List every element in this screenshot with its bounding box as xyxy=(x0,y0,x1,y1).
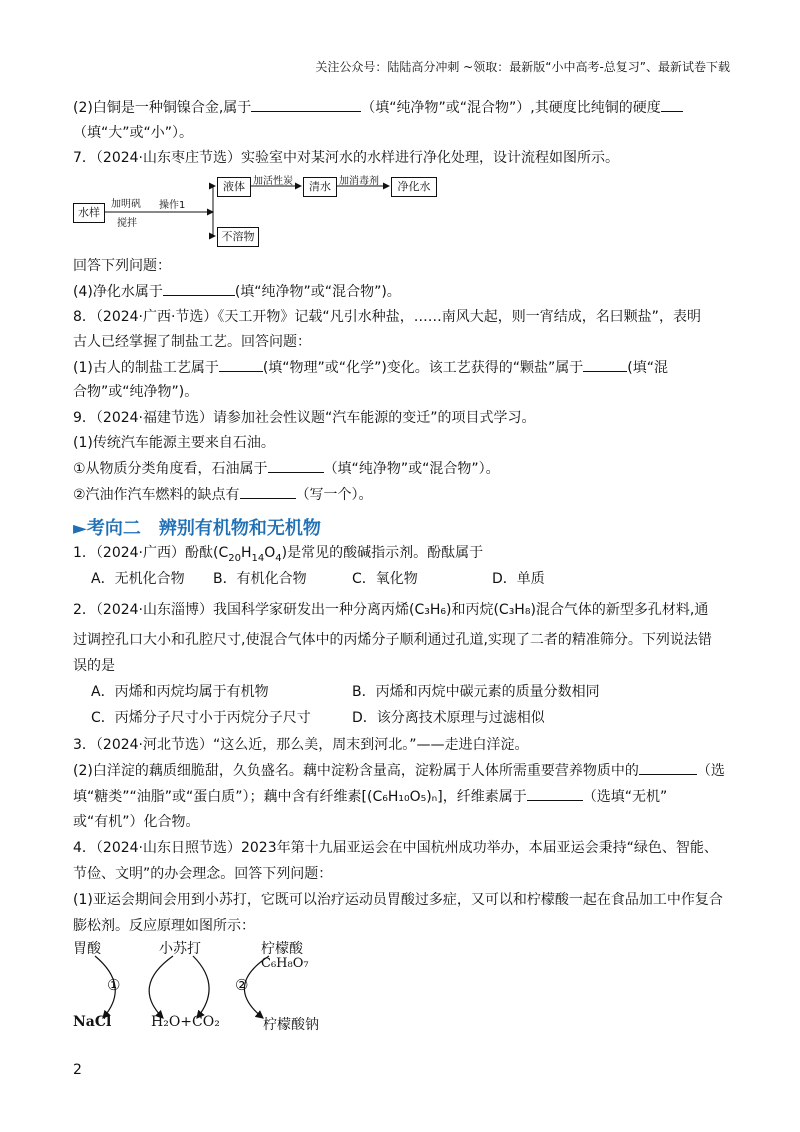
q-a2-text-post: （填“纯净物”或“混合物”）,其硬度比纯铜的硬度 xyxy=(361,100,661,116)
q8-1: (1)古人的制盐工艺属于 (填“物理”或“化学”)变化。该工艺获得的“颗盐”属于 (填“混 xyxy=(73,357,668,378)
reaction-citrate: 柠檬酸钠 xyxy=(263,1017,319,1033)
b2-option-d[interactable]: D．该分离技术原理与过滤相似 xyxy=(352,710,545,726)
q9-1b: ②汽油作汽车燃料的缺点有 （写一个）。 xyxy=(73,484,373,505)
reaction-acid: 胃酸 xyxy=(73,941,101,957)
section-title: ►考向二 辨别有机物和无机物 xyxy=(73,518,321,539)
q9-1a: ①从物质分类角度看，石油属于 （填“纯净物”或“混合物”）。 xyxy=(73,458,500,479)
b1-option-a[interactable]: A．无机化合物 xyxy=(91,571,185,587)
reaction-citric-formula: C₆H₈O₇ xyxy=(261,956,309,971)
flow-label-op1: 操作1 xyxy=(159,200,186,211)
b2-line3: 误的是 xyxy=(73,658,115,674)
flow-box-insoluble: 不溶物 xyxy=(217,227,259,247)
flow-label-stir: 搅拌 xyxy=(117,218,137,229)
b2-line2: 过调控孔口大小和孔腔尺寸,使混合气体中的丙烯分子顺利通过孔道,实现了二者的精准筛分。下列说法错 xyxy=(73,632,712,648)
q8-1-line2: 合物”或“纯净物”)。 xyxy=(73,384,199,400)
b1-option-c[interactable]: C．氧化物 xyxy=(352,571,418,587)
reaction-soda: 小苏打 xyxy=(159,941,201,957)
reaction-nacl: NaCl xyxy=(73,1014,112,1030)
b1-option-b[interactable]: B．有机化合物 xyxy=(213,571,307,587)
b4-line2: 节俭、文明”的办会理念。回答下列问题： xyxy=(73,866,333,882)
b3-2-line1: (2)白洋淀的藕质细脆甜，久负盛名。藕中淀粉含量高，淀粉属于人体所需重要营养物质中的 （选 xyxy=(73,760,725,781)
b3-2-line3: 或“有机”）化合物。 xyxy=(73,814,200,830)
q8-line1: 8．（2024·广西·节选）《天工开物》记载“凡引水种盐，……南风大起，则一宵结成，名曰颗盐”，表明 xyxy=(73,309,701,325)
answer-blank[interactable] xyxy=(583,357,627,372)
flow-label-carbon: 加活性炭 xyxy=(253,176,293,187)
answer-blank[interactable] xyxy=(527,786,583,801)
q8-line2: 古人已经掌握了制盐工艺。回答问题： xyxy=(73,334,311,350)
reaction-diagram xyxy=(73,938,363,1034)
reaction-step2: ② xyxy=(235,976,249,994)
b4-1-line1: (1)亚运会期间会用到小苏打，它既可以治疗运动员胃酸过多症，又可以和柠檬酸一起在食品加工中作复合 xyxy=(73,892,723,908)
question-a2-line1 xyxy=(73,97,683,118)
flow-box-liquid: 液体 xyxy=(217,177,251,197)
flow-label-alum: 加明矾 xyxy=(111,199,141,210)
b2-option-a[interactable]: A．丙烯和丙烷均属于有机物 xyxy=(91,684,269,700)
flow-box-sample: 水样 xyxy=(73,203,105,223)
page-header: 关注公众号：陆陆高分冲刺 ~领取：最新版“小中高考-总复习”、最新试卷下载 xyxy=(315,60,730,74)
b1-option-d[interactable]: D．单质 xyxy=(492,571,545,587)
answer-blank[interactable] xyxy=(268,458,324,473)
flow-box-clear-water: 清水 xyxy=(303,177,337,197)
reaction-step1: ① xyxy=(107,976,121,994)
q9-stem: 9．（2024·福建节选）请参加社会性议题“汽车能源的变迁”的项目式学习。 xyxy=(73,410,536,426)
page-number: 2 xyxy=(73,1062,82,1078)
b4-line1: 4．（2024·山东日照节选）2023年第十九届亚运会在中国杭州成功举办，本届亚运会秉持“绿色、智能、 xyxy=(73,840,718,856)
reaction-products: H₂O+CO₂ xyxy=(151,1014,220,1030)
answer-blank[interactable] xyxy=(661,97,683,112)
answer-blank[interactable] xyxy=(240,484,296,499)
q9-1: (1)传统汽车能源主要来自石油。 xyxy=(73,435,275,451)
q-a2-text-pre: (2)白铜是一种铜镍合金,属于 xyxy=(73,100,252,116)
b2-line1: 2．（2024·山东淄博）我国科学家研发出一种分离丙烯(C₃H₆)和丙烷(C₃H₈)混合气体的新型多孔材料,通 xyxy=(73,602,709,618)
b2-option-c[interactable]: C．丙烯分子尺寸小于丙烷分子尺寸 xyxy=(91,710,311,726)
b4-1-line2: 膨松剂。反应原理如图所示： xyxy=(73,918,255,934)
b3-2-line2: 填“糖类”“油脂”或“蛋白质”）；藕中含有纤维素[(C₆H₁₀O₅)ₙ]，纤维素属于 （选填“无机” xyxy=(73,786,667,807)
answer-blank[interactable] xyxy=(163,281,235,296)
flow-label-disinfect: 加消毒剂 xyxy=(339,176,379,187)
q7-prompt: 回答下列问题： xyxy=(73,258,171,274)
reaction-citric: 柠檬酸 xyxy=(261,941,303,957)
q7-4: (4)净化水属于 (填“纯净物”或“混合物”)。 xyxy=(73,281,401,302)
question-a2-line2: （填“大”或“小”）。 xyxy=(73,125,194,141)
question-7-stem: 7．（2024·山东枣庄节选）实验室中对某河水的水样进行净化处理，设计流程如图所示。 xyxy=(73,150,619,166)
b2-option-b[interactable]: B．丙烯和丙烷中碳元素的质量分数相同 xyxy=(352,684,600,700)
b1-stem: 1．（2024·广西）酚酞$(C_{20}H_{14}O_4)$是常见的酸碱指示剂。酚酞属于 xyxy=(73,545,484,564)
flow-box-pure-water: 净化水 xyxy=(391,177,437,197)
answer-blank[interactable] xyxy=(219,357,263,372)
flow-diagram xyxy=(73,172,453,252)
answer-blank[interactable] xyxy=(639,760,697,775)
answer-blank[interactable] xyxy=(251,97,361,112)
b3-stem: 3．（2024·河北节选）“这么近，那么美，周末到河北。”——走进白洋淀。 xyxy=(73,737,529,753)
